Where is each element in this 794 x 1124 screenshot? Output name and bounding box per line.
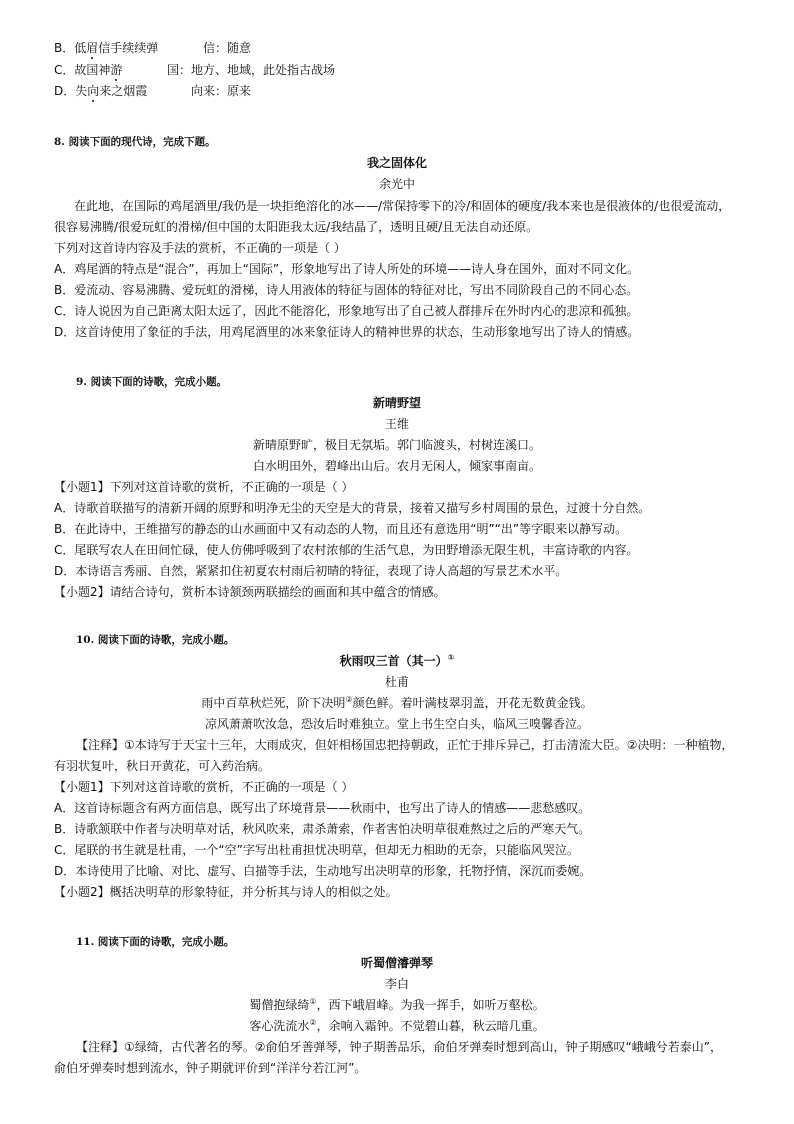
- q7-option-d: [54, 83, 147, 99]
- poem-text: ，西下峨眉峰。为我一挥手，如听万壑松。: [316, 998, 545, 1012]
- option-text: C．故国神: [54, 63, 111, 77]
- q9-option-d: D．本诗语言秀丽、自然，紧紧扣住初夏农村雨后初晴的特征，表现了诗人高超的写景艺术水平。: [54, 564, 568, 578]
- q10-subquestion-2: 【小题2】概括决明草的形象特征，并分析其与诗人的相似之处。: [54, 885, 398, 899]
- q11-poem-title: 听蜀僧濬弹琴: [360, 956, 433, 970]
- q9-subquestion-1: 【小题1】下列对这首诗歌的赏析，不正确的一项是（ ）: [54, 480, 354, 494]
- option-text: B．低: [54, 41, 87, 55]
- q11-note: 【注释】①绿绮，古代著名的琴。②俞伯牙善弹琴，钟子期善品乐，俞伯牙弹奏时想到高山，钟子期感叹“峨峨兮若泰山”，: [76, 1040, 722, 1054]
- poem-text: 客心洗流水: [249, 1019, 310, 1033]
- q8-poem-title: 我之固体化: [366, 156, 427, 170]
- q9-poem-line: 新晴原野旷，极目无氛垢。郭门临渡头，村树连溪口。: [252, 438, 541, 452]
- q11-header: 11. 阅读下面的诗歌，完成小题。: [76, 936, 235, 948]
- q10-note: 【注释】①本诗写于天宝十三年，大雨成灾，但奸相杨国忠把持朝政，正忙于排斥异己，打击清流大臣。②决明：一种植物，: [76, 738, 734, 752]
- q11-author: 李白: [384, 977, 409, 991]
- q7-gloss-b: 信：随意: [203, 41, 252, 55]
- option-text: D．失: [54, 84, 88, 98]
- q7-option-b: [54, 40, 158, 56]
- footnote-mark: ①: [309, 997, 317, 1006]
- q10-poem-line: [0, 695, 794, 711]
- emphasis-dot-char: 游: [110, 63, 123, 77]
- q9-option-c: C．尾联写农人在田间忙碌，使人仿佛呼吸到了农村浓郁的生活气息，为田野增添无限生机，丰富诗歌的内容。: [54, 543, 639, 557]
- q8-option-b: B．爱流动、容易沸腾、爱玩虹的滑梯，诗人用液体的特征与固体的特征对比，写出不同阶段自己的不同心态。: [54, 283, 639, 297]
- q8-poem-line: 在此地，在国际的鸡尾酒里/我仍是一块拒绝溶化的冰——/常保持零下的冷/和固体的硬度/我本来也是很液体的/也很爱流动，: [74, 199, 731, 213]
- option-text: 来之烟霞: [99, 84, 148, 98]
- q9-subquestion-2: 【小题2】请结合诗句，赏析本诗颔颈两联描绘的画面和其中蕴含的情感。: [54, 585, 446, 599]
- q9-option-a: A．诗歌首联描写的清新开阔的原野和明净无尘的天空是大的背景，接着又描写乡村周围的景色，过渡十分自然。: [54, 501, 651, 515]
- q8-option-a: A．鸡尾酒的特点是“混合”，再加上“国际”，形象地写出了诗人所处的环境——诗人身在国外，面对不同文化。: [54, 262, 640, 276]
- q11-poem-line: [0, 997, 794, 1013]
- q9-option-b: B．在此诗中，王维描写的静态的山水画面中又有动态的人物，而且还有意选用“明”“出”等字眼来以静写动。: [54, 522, 628, 536]
- q7-gloss-c: 国：地方、地域，此处指古战场: [167, 63, 336, 77]
- footnote-mark: ②: [309, 1018, 317, 1027]
- q10-author: 杜甫: [384, 675, 409, 689]
- q10-note-cont: 有羽状复叶，秋日开黄花，可入药治病。: [54, 759, 271, 773]
- q10-poem-title: [0, 653, 794, 669]
- q11-poem-line: [0, 1018, 794, 1034]
- q8-option-d: D．这首诗使用了象征的手法，用鸡尾酒里的冰来象征诗人的精神世界的状态，生动形象地写出了诗人的情感。: [54, 325, 640, 339]
- poem-text: 蜀僧抱绿绮: [249, 998, 310, 1012]
- q10-option-c: C．尾联的书生就是杜甫，一个“空”字写出杜甫担忧决明草，但却无力相助的无奈，只能临风哭泣。: [54, 843, 579, 857]
- poem-text: ，余响入霜钟。不觉碧山暮，秋云暗几重。: [316, 1019, 545, 1033]
- poem-text: 颜色鲜。着叶满枝翠羽盖，开花无数黄金钱。: [352, 696, 593, 710]
- q8-question-stem: 下列对这首诗内容及手法的赏析，不正确的一项是（ ）: [54, 241, 346, 255]
- q10-subquestion-1: 【小题1】下列对这首诗歌的赏析，不正确的一项是（ ）: [54, 780, 354, 794]
- q9-header: 9. 阅读下面的诗歌，完成小题。: [76, 376, 228, 388]
- q8-poem-line: 很容易沸腾/很爱玩虹的滑梯/但中国的太阳距我太远/我结晶了，透明且硬/且无法自动还原。: [54, 220, 539, 234]
- q7-option-c: [54, 62, 122, 78]
- footnote-mark: ②: [345, 695, 353, 704]
- q10-option-b: B．诗歌颔联中作者与决明草对话，秋风吹来，肃杀萧索，作者害怕决明草很难熬过之后的严寒天气。: [54, 822, 591, 836]
- option-text: 信手续续弹: [98, 41, 159, 55]
- poem-text: 雨中百草秋烂死，阶下决明: [201, 696, 346, 710]
- q9-poem-line: 白水明田外，碧峰出山后。农月无闲人，倾家事南亩。: [252, 459, 541, 473]
- q10-header: 10. 阅读下面的诗歌，完成小题。: [76, 634, 235, 646]
- q9-author: 王维: [384, 417, 409, 431]
- q8-author: 余光中: [378, 177, 415, 191]
- title-text: 秋雨叹三首（其一）: [339, 654, 448, 668]
- q10-option-d: D．本诗使用了比喻、对比、虚写、白描等手法，生动地写出决明草的形象，托物抒情，深沉而委婉。: [54, 864, 592, 878]
- q8-header: 8. 阅读下面的现代诗，完成下题。: [54, 136, 216, 148]
- q11-note-cont: 俞伯牙弹奏时想到流水，钟子期就评价到“洋洋兮若江河”。: [54, 1061, 367, 1075]
- q10-poem-line: 凉风萧萧吹汝急，恐汝后时难独立。堂上书生空白头，临风三嗅馨香泣。: [204, 717, 589, 731]
- q8-option-c: C．诗人说因为自己距离太阳太远了，因此不能溶化，形象地写出了自己被人群排斥在外时内心的悲凉和孤独。: [54, 304, 639, 318]
- emphasis-dot-char: 向: [87, 84, 100, 98]
- q7-gloss-d: 向来：原来: [191, 84, 252, 98]
- q10-option-a: A．这首诗标题含有两方面信息，既写出了环境背景——秋雨中，也写出了诗人的情感——悲愁感叹。: [54, 801, 591, 815]
- footnote-mark: ①: [447, 653, 455, 662]
- emphasis-dot-char: 眉: [86, 41, 99, 55]
- q9-poem-title: 新晴野望: [372, 396, 421, 410]
